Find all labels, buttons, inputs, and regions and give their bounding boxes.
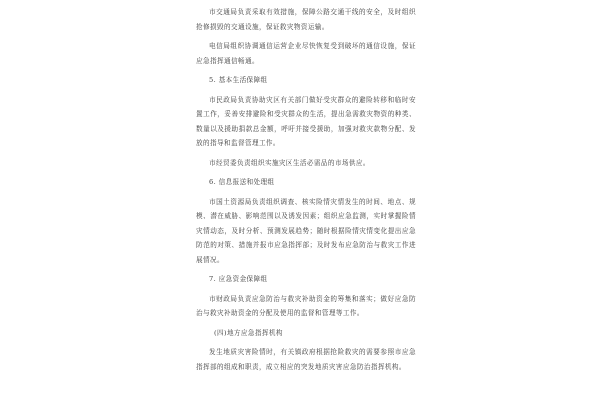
heading-living-support: 5. 基本生活保障组 (209, 76, 268, 84)
heading-local-command: (四)地方应急指挥机构 (214, 328, 283, 337)
paragraph-finance: 市财政局负责应急防治与救灾补助资金的筹集和落实；做好应急防治与救灾补助资金的分配及使用的监督和管理等工作。 (196, 294, 416, 317)
paragraph-land-resources: 市国土资源局负责组织调查、核实险情灾情发生的时间、地点、规模、潜在威胁、影响范围以及诱发因素；组织应急监测，实时掌握险情灾情动态，及时分析、预测发展趋势；随时根据险情灾情变化提出应急防范的对策、措施并报市应急指挥部；及时发布应急防治与救灾工作进展情况。 (196, 197, 416, 264)
paragraph-telecom: 电信局组织协调通信运营企业尽快恢复受到破坏的通信设施，保证应急指挥通信畅通。 (196, 42, 416, 65)
paragraph-local-command: 发生地质灾害险情时，有关镇政府根据抢险救灾的需要参照市应急指挥部的组成和职责，成立相应的突发地质灾害应急防治指挥机构。 (196, 348, 416, 371)
paragraph-traffic: 市交通局负责采取有效措施，保障公路交通干线的安全，及时组织抢修损毁的交通设施，保证救灾物资运输。 (196, 8, 416, 31)
heading-information: 6. 信息报送和处理组 (209, 178, 275, 186)
paragraph-civil-affairs: 市民政局负责协助灾区有关部门做好受灾群众的避险转移和临时安置工作，妥善安排避险和受灾群众的生活，提出急需救灾物资的种类、数量以及援助捐款总金额，呼吁并接受援助，加强对救灾款物分配、发放的指导和监督管理工作。 (196, 95, 416, 147)
paragraph-commerce: 市经贸委负责组织实施灾区生活必需品的市场供应。 (209, 158, 370, 167)
document-body (196, 5, 416, 374)
heading-funding: 7. 应急资金保障组 (209, 275, 268, 283)
